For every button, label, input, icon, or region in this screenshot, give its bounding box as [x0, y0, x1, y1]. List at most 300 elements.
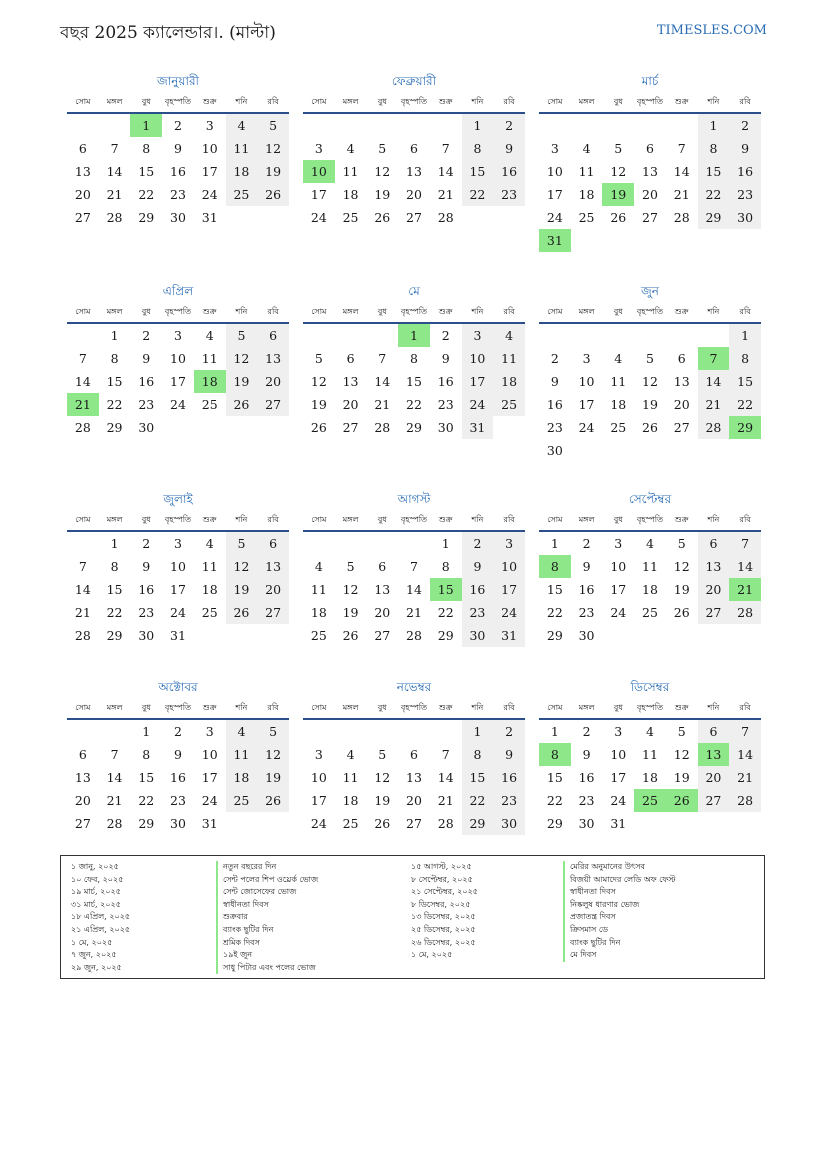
holiday-date: ২৫ ডিসেম্বর, ২০২৫	[411, 924, 476, 934]
weekday-label: রবি	[503, 307, 515, 316]
day-cell: 6	[410, 747, 418, 762]
day-cell: 18	[342, 793, 359, 808]
day-cell: 24	[546, 210, 563, 225]
holiday-day-cell: 7	[698, 347, 730, 370]
weekday-label: শনি	[235, 97, 248, 106]
day-cell: 9	[174, 747, 182, 762]
weekday-label: মঙ্গল	[342, 703, 359, 712]
empty-cell	[666, 324, 698, 347]
day-cell: 4	[205, 536, 214, 551]
day-cell: 8	[410, 351, 418, 366]
day-cell: 2	[441, 328, 450, 343]
day-cell: 11	[578, 164, 595, 179]
weekday-label: শনি	[471, 97, 484, 106]
day-cell: 14	[406, 582, 422, 597]
month-block	[67, 280, 289, 439]
weekday-label: শুক্র	[438, 703, 453, 712]
day-cell: 9	[441, 351, 450, 366]
day-cell: 16	[493, 766, 525, 789]
weekday-label: শনি	[471, 703, 484, 712]
day-cell: 5	[346, 559, 355, 574]
day-cell: 19	[642, 397, 658, 412]
day-cell: 3	[614, 536, 623, 551]
weekday-label: রবি	[739, 307, 751, 316]
month-block	[67, 70, 289, 229]
day-cell: 20	[673, 397, 690, 412]
day-cell: 12	[642, 374, 658, 389]
day-cell: 15	[462, 766, 494, 789]
day-cell: 13	[406, 164, 422, 179]
day-cell: 6	[410, 141, 418, 156]
weekday-label: বৃহস্পতি	[400, 515, 428, 524]
day-cell: 9	[174, 141, 182, 156]
day-cell: 6	[78, 141, 87, 156]
day-cell: 28	[437, 210, 454, 225]
day-cell: 11	[493, 347, 525, 370]
day-cell: 1	[698, 114, 730, 137]
weekday-header	[67, 92, 289, 114]
day-grid	[303, 114, 525, 229]
day-cell: 27	[74, 816, 91, 831]
day-cell: 6	[677, 351, 686, 366]
day-cell: 12	[257, 137, 289, 160]
day-cell: 3	[205, 724, 214, 739]
day-cell: 4	[346, 141, 355, 156]
empty-cell	[99, 720, 131, 743]
weekday-label: শুক্র	[202, 307, 217, 316]
day-cell: 17	[610, 770, 627, 785]
day-cell: 19	[257, 160, 289, 183]
day-cell: 13	[257, 347, 289, 370]
holiday-date: ১ মে, ২০২৫	[71, 937, 113, 947]
empty-cell	[430, 720, 462, 743]
day-cell: 16	[578, 582, 595, 597]
day-cell: 27	[406, 210, 422, 225]
holiday-date: ২১ এপ্রিল, ২০২৫	[71, 924, 131, 934]
weekday-label: সোম	[75, 97, 91, 106]
holiday-day-cell: 10	[303, 160, 335, 183]
day-cell: 2	[493, 720, 525, 743]
day-grid	[67, 720, 289, 835]
holiday-day-cell: 21	[729, 578, 761, 601]
day-cell: 3	[493, 532, 525, 555]
day-cell: 18	[342, 187, 359, 202]
day-cell: 17	[310, 793, 327, 808]
day-grid	[303, 720, 525, 835]
day-cell: 1	[110, 328, 119, 343]
weekday-header	[67, 510, 289, 532]
month-title: নভেম্বর	[396, 680, 432, 694]
month-title: জুলাই	[163, 492, 193, 506]
day-cell: 3	[462, 324, 494, 347]
holiday-day-cell: 26	[666, 789, 698, 812]
day-cell: 7	[677, 141, 686, 156]
weekday-label: সোম	[547, 703, 563, 712]
weekday-label: শুক্র	[674, 703, 689, 712]
day-cell: 13	[74, 164, 91, 179]
weekday-header	[303, 510, 525, 532]
weekday-label: বৃহস্পতি	[400, 97, 428, 106]
holiday-day-cell: 8	[539, 555, 571, 578]
day-cell: 5	[677, 536, 686, 551]
day-cell: 16	[437, 374, 454, 389]
weekday-label: মঙ্গল	[578, 515, 595, 524]
empty-cell	[303, 324, 335, 347]
day-cell: 28	[729, 789, 761, 812]
weekday-label: রবি	[503, 97, 515, 106]
day-cell: 11	[342, 770, 359, 785]
holiday-day-cell: 13	[698, 743, 730, 766]
day-cell: 8	[110, 351, 119, 366]
day-grid	[539, 324, 761, 462]
weekday-label: বৃহস্পতি	[636, 703, 664, 712]
day-cell: 17	[201, 770, 218, 785]
day-cell: 17	[170, 374, 186, 389]
day-cell: 9	[493, 743, 525, 766]
day-cell: 18	[201, 582, 218, 597]
weekday-label: রবি	[267, 703, 279, 712]
day-cell: 2	[142, 536, 151, 551]
day-cell: 22	[546, 793, 563, 808]
day-cell: 7	[441, 747, 450, 762]
day-cell: 18	[310, 605, 327, 620]
day-cell: 20	[374, 605, 391, 620]
day-cell: 20	[74, 187, 91, 202]
day-cell: 29	[546, 628, 563, 643]
holiday-date: ১৩ ডিসেম্বর, ২০২৫	[411, 912, 476, 922]
day-cell: 23	[437, 397, 454, 412]
day-cell: 6	[257, 324, 289, 347]
day-cell: 14	[673, 164, 690, 179]
empty-cell	[634, 324, 666, 347]
day-cell: 5	[614, 141, 623, 156]
day-cell: 11	[201, 351, 218, 366]
day-cell: 27	[374, 628, 391, 643]
weekday-label: সোম	[75, 703, 91, 712]
day-cell: 22	[406, 397, 422, 412]
weekday-label: সোম	[547, 515, 563, 524]
day-grid	[67, 114, 289, 229]
day-cell: 24	[170, 605, 186, 620]
day-cell: 21	[74, 605, 91, 620]
holiday-name: সেন্ট জোসেফের ভোজ	[216, 886, 318, 899]
day-cell: 26	[226, 393, 258, 416]
day-cell: 14	[74, 374, 91, 389]
day-cell: 27	[642, 210, 658, 225]
day-cell: 28	[729, 601, 761, 624]
day-cell: 4	[226, 114, 258, 137]
day-cell: 20	[257, 370, 289, 393]
day-cell: 18	[610, 397, 627, 412]
day-cell: 24	[310, 816, 327, 831]
weekday-label: বৃহস্পতি	[164, 97, 192, 106]
day-cell: 20	[406, 187, 422, 202]
weekday-label: মঙ্গল	[106, 515, 123, 524]
day-cell: 10	[493, 555, 525, 578]
day-cell: 24	[610, 605, 627, 620]
weekday-label: বুধ	[377, 97, 387, 106]
day-cell: 20	[642, 187, 658, 202]
day-cell: 27	[698, 789, 730, 812]
day-cell: 22	[546, 605, 563, 620]
empty-cell	[398, 114, 430, 137]
day-cell: 3	[174, 328, 182, 343]
holiday-name: বিজয়ী আমাদের লেডি অফ ফেস্ট	[563, 874, 676, 887]
day-cell: 17	[610, 582, 627, 597]
day-cell: 24	[310, 210, 327, 225]
holiday-name: শুক্রবার	[216, 911, 318, 924]
empty-cell	[698, 324, 730, 347]
day-cell: 21	[698, 393, 730, 416]
holiday-name: প্রজাতন্ত্র দিবস	[563, 911, 676, 924]
day-cell: 10	[201, 141, 218, 156]
day-cell: 7	[78, 351, 87, 366]
day-cell: 30	[462, 624, 494, 647]
weekday-label: বুধ	[613, 515, 623, 524]
day-cell: 24	[201, 187, 218, 202]
holiday-day-cell: 25	[634, 789, 666, 812]
day-cell: 25	[310, 628, 327, 643]
day-cell: 31	[610, 816, 627, 831]
empty-cell	[99, 114, 131, 137]
empty-cell	[398, 720, 430, 743]
holiday-day-cell: 1	[130, 114, 162, 137]
day-cell: 23	[138, 605, 155, 620]
day-cell: 21	[437, 793, 454, 808]
day-cell: 15	[106, 582, 123, 597]
day-cell: 11	[642, 559, 658, 574]
day-grid	[67, 532, 289, 647]
weekday-label: বৃহস্পতি	[636, 307, 664, 316]
holiday-date: ৩১ মার্চ, ২০২৫	[71, 899, 121, 909]
holiday-day-cell: 19	[602, 183, 634, 206]
month-title: এপ্রিল	[162, 284, 194, 298]
day-cell: 7	[378, 351, 387, 366]
day-cell: 10	[310, 770, 327, 785]
day-cell: 26	[374, 816, 391, 831]
day-cell: 31	[170, 628, 186, 643]
weekday-label: মঙ্গল	[106, 97, 123, 106]
day-cell: 4	[614, 351, 623, 366]
holiday-date: ৮ সেপ্টেম্বর, ২০২৫	[411, 874, 473, 884]
day-cell: 25	[226, 183, 258, 206]
day-cell: 4	[493, 324, 525, 347]
day-cell: 26	[610, 210, 627, 225]
day-cell: 30	[493, 812, 525, 835]
empty-cell	[67, 114, 99, 137]
day-cell: 1	[441, 536, 450, 551]
day-cell: 17	[201, 164, 218, 179]
day-cell: 15	[138, 770, 155, 785]
weekday-label: সোম	[311, 97, 327, 106]
day-cell: 25	[342, 210, 359, 225]
weekday-label: মঙ্গল	[106, 307, 123, 316]
day-cell: 9	[142, 559, 151, 574]
day-cell: 16	[462, 578, 494, 601]
month-title: আগস্ট	[397, 492, 431, 506]
day-cell: 15	[546, 582, 563, 597]
holiday-name: ক্রিসমাস ডে	[563, 924, 676, 937]
weekday-label: শনি	[471, 307, 484, 316]
weekday-header	[539, 92, 761, 114]
day-cell: 12	[374, 770, 391, 785]
weekday-label: শনি	[707, 97, 720, 106]
empty-cell	[366, 532, 398, 555]
day-cell: 24	[493, 601, 525, 624]
day-cell: 26	[342, 628, 359, 643]
weekday-label: বুধ	[141, 515, 151, 524]
weekday-label: বুধ	[141, 307, 151, 316]
day-cell: 9	[582, 559, 591, 574]
day-cell: 8	[142, 141, 151, 156]
weekday-header	[539, 698, 761, 720]
day-cell: 19	[374, 793, 391, 808]
day-cell: 7	[441, 141, 450, 156]
weekday-label: শনি	[235, 515, 248, 524]
day-cell: 26	[642, 420, 658, 435]
day-cell: 1	[550, 536, 559, 551]
day-cell: 17	[462, 370, 494, 393]
day-cell: 4	[346, 747, 355, 762]
day-cell: 25	[610, 420, 627, 435]
holiday-name: ব্যাংক ছুটির দিন	[563, 937, 676, 950]
weekday-label: মঙ্গল	[342, 307, 359, 316]
holiday-date: ৭ জুন, ২০২৫	[71, 950, 117, 960]
day-cell: 26	[310, 420, 327, 435]
day-cell: 11	[201, 559, 218, 574]
day-cell: 12	[257, 743, 289, 766]
day-cell: 17	[310, 187, 327, 202]
day-cell: 21	[437, 187, 454, 202]
weekday-header	[67, 302, 289, 324]
weekday-label: রবি	[739, 703, 751, 712]
day-cell: 12	[673, 747, 690, 762]
day-cell: 11	[342, 164, 359, 179]
day-cell: 4	[226, 720, 258, 743]
day-cell: 24	[578, 420, 595, 435]
day-cell: 15	[729, 370, 761, 393]
day-cell: 23	[138, 397, 155, 412]
day-cell: 7	[729, 720, 761, 743]
day-cell: 6	[378, 559, 387, 574]
empty-cell	[602, 114, 634, 137]
weekday-label: শুক্র	[674, 307, 689, 316]
day-cell: 5	[314, 351, 323, 366]
weekday-label: বুধ	[141, 703, 151, 712]
day-cell: 23	[578, 793, 595, 808]
month-title: মে	[408, 284, 420, 298]
day-cell: 12	[310, 374, 327, 389]
holiday-day-cell: 18	[194, 370, 226, 393]
holiday-name: নতুন বছরের দিন	[216, 861, 318, 874]
day-cell: 24	[170, 397, 186, 412]
day-cell: 10	[610, 747, 627, 762]
day-cell: 10	[610, 559, 627, 574]
holiday-day-cell: 8	[539, 743, 571, 766]
day-cell: 26	[257, 183, 289, 206]
day-cell: 14	[106, 770, 123, 785]
day-cell: 28	[673, 210, 690, 225]
day-grid	[539, 532, 761, 647]
day-cell: 14	[437, 164, 454, 179]
holiday-date: ১৫ আগস্ট, ২০২৫	[411, 862, 472, 871]
calendar-grid	[67, 70, 762, 845]
holiday-date: ১ জানু, ২০২৫	[71, 862, 119, 871]
day-cell: 14	[729, 743, 761, 766]
day-cell: 28	[106, 816, 123, 831]
site-link[interactable]: TIMESLES.COM	[656, 23, 767, 38]
weekday-label: বৃহস্পতি	[400, 307, 428, 316]
holiday-name: স্বাধীনতা দিবস	[563, 886, 676, 899]
empty-cell	[335, 114, 367, 137]
month-title: জুন	[641, 284, 659, 298]
month-title: ডিসেম্বর	[630, 680, 670, 694]
weekday-label: মঙ্গল	[342, 97, 359, 106]
day-cell: 31	[201, 210, 218, 225]
weekday-label: শুক্র	[438, 515, 453, 524]
weekday-label: মঙ্গল	[578, 703, 595, 712]
day-cell: 13	[698, 555, 730, 578]
weekday-label: বুধ	[377, 515, 387, 524]
day-cell: 24	[201, 793, 218, 808]
day-cell: 23	[493, 183, 525, 206]
day-cell: 9	[582, 747, 591, 762]
day-cell: 27	[406, 816, 422, 831]
weekday-label: বৃহস্পতি	[164, 307, 192, 316]
weekday-header	[303, 302, 525, 324]
day-cell: 22	[138, 187, 155, 202]
day-cell: 31	[462, 416, 494, 439]
day-cell: 12	[342, 582, 359, 597]
empty-cell	[571, 114, 603, 137]
month-block	[67, 676, 289, 835]
day-cell: 18	[642, 770, 658, 785]
weekday-header	[539, 302, 761, 324]
day-cell: 14	[698, 370, 730, 393]
day-cell: 14	[729, 555, 761, 578]
day-cell: 19	[374, 187, 391, 202]
weekday-label: রবি	[267, 97, 279, 106]
day-cell: 17	[578, 397, 595, 412]
day-cell: 25	[201, 397, 218, 412]
day-cell: 1	[462, 114, 494, 137]
day-cell: 22	[437, 605, 454, 620]
day-cell: 18	[226, 160, 258, 183]
day-cell: 7	[110, 141, 119, 156]
day-cell: 13	[342, 374, 359, 389]
day-cell: 25	[642, 605, 658, 620]
day-cell: 10	[201, 747, 218, 762]
day-cell: 26	[374, 210, 391, 225]
day-cell: 28	[74, 420, 91, 435]
day-cell: 28	[437, 816, 454, 831]
day-cell: 2	[550, 351, 559, 366]
empty-cell	[366, 324, 398, 347]
day-cell: 3	[314, 747, 323, 762]
day-cell: 14	[437, 770, 454, 785]
day-cell: 6	[257, 532, 289, 555]
holiday-date: ১০ ফেব, ২০২৫	[71, 874, 124, 884]
day-cell: 10	[170, 351, 186, 366]
weekday-label: সোম	[311, 515, 327, 524]
weekday-label: বুধ	[377, 703, 387, 712]
day-cell: 11	[226, 743, 258, 766]
day-cell: 18	[226, 766, 258, 789]
day-cell: 8	[698, 137, 730, 160]
day-cell: 21	[374, 397, 391, 412]
day-cell: 23	[170, 187, 186, 202]
day-cell: 18	[578, 187, 595, 202]
